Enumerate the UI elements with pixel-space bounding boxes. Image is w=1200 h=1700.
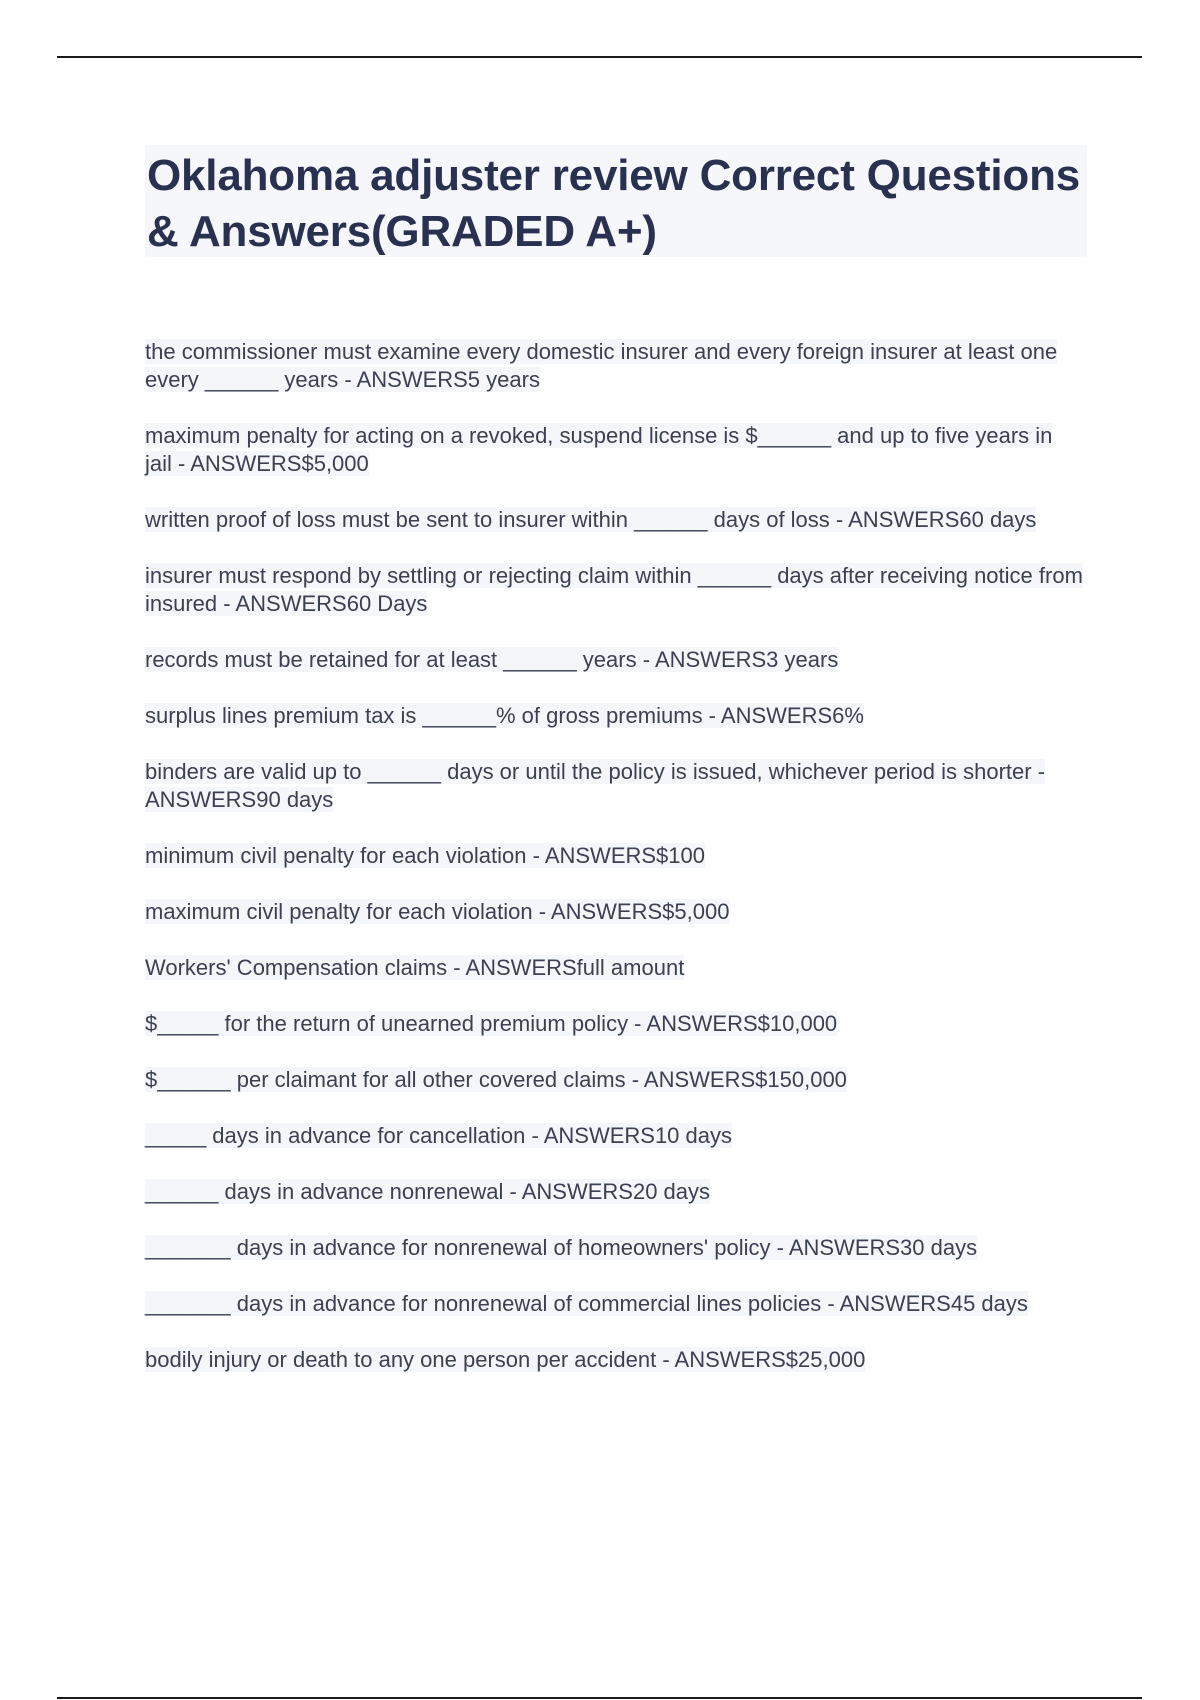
qa-text: _______ days in advance for nonrenewal of commercial lines policies - ANSWERS45 days: [145, 1291, 1028, 1316]
qa-item: [145, 1178, 1085, 1206]
qa-item: [145, 842, 1085, 870]
title-block: [145, 145, 1087, 257]
qa-text: written proof of loss must be sent to insurer within ______ days of loss - ANSWERS60 days: [145, 507, 1037, 532]
qa-text: _____ days in advance for cancellation - ANSWERS10 days: [145, 1123, 732, 1148]
qa-item: [145, 1346, 1085, 1374]
qa-item: [145, 422, 1085, 478]
qa-text: maximum penalty for acting on a revoked, suspend license is $______ and up to five years in jail - ANSWERS$5,000: [145, 423, 1053, 476]
qa-item: [145, 898, 1085, 926]
qa-item: [145, 1066, 1085, 1094]
qa-text: minimum civil penalty for each violation - ANSWERS$100: [145, 843, 706, 868]
qa-text: $_____ for the return of unearned premium policy - ANSWERS$10,000: [145, 1011, 838, 1036]
qa-item: [145, 758, 1085, 814]
qa-list: [145, 338, 1085, 1402]
qa-text: $______ per claimant for all other covered claims - ANSWERS$150,000: [145, 1067, 847, 1092]
qa-text: Workers' Compensation claims - ANSWERSfull amount: [145, 955, 685, 980]
qa-item: [145, 562, 1085, 618]
qa-text: bodily injury or death to any one person per accident - ANSWERS$25,000: [145, 1347, 866, 1372]
qa-item: [145, 954, 1085, 982]
document-title: Oklahoma adjuster review Correct Questions & Answers(GRADED A+): [147, 151, 1081, 256]
qa-item: [145, 338, 1085, 394]
qa-item: [145, 1290, 1085, 1318]
qa-item: [145, 646, 1085, 674]
qa-item: [145, 1010, 1085, 1038]
qa-item: [145, 1234, 1085, 1262]
qa-text: binders are valid up to ______ days or until the policy is issued, whichever period is shorter - ANSWERS90 days: [145, 759, 1046, 812]
qa-text: insurer must respond by settling or rejecting claim within ______ days after receiving notice from insured - ANSWERS60 Days: [145, 563, 1083, 616]
qa-text: the commissioner must examine every domestic insurer and every foreign insurer at least one every ______ years - ANSWERS5 years: [145, 339, 1058, 392]
qa-text: surplus lines premium tax is ______% of gross premiums - ANSWERS6%: [145, 703, 864, 728]
qa-text: maximum civil penalty for each violation - ANSWERS$5,000: [145, 899, 730, 924]
top-rule: [57, 56, 1142, 58]
qa-item: [145, 1122, 1085, 1150]
qa-text: _______ days in advance for nonrenewal of homeowners' policy - ANSWERS30 days: [145, 1235, 978, 1260]
qa-text: records must be retained for at least ______ years - ANSWERS3 years: [145, 647, 839, 672]
qa-item: [145, 702, 1085, 730]
bottom-rule: [57, 1697, 1142, 1699]
qa-item: [145, 506, 1085, 534]
qa-text: ______ days in advance nonrenewal - ANSWERS20 days: [145, 1179, 711, 1204]
